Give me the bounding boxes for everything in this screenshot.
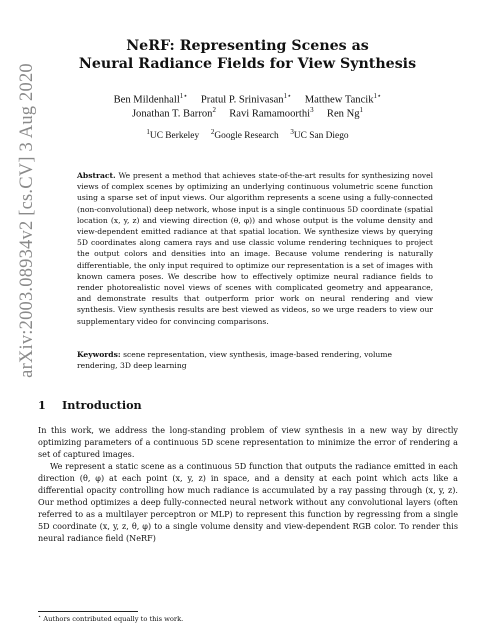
- affiliation-sup: 1: [146, 128, 150, 136]
- author-name: Jonathan T. Barron: [131, 108, 213, 120]
- intro-paragraph-1: In this work, we address the long-standing problem of view synthesis in a new way by directly optimizing parameters of a continuous 5D scene representation to minimize the error of rendering a set of captured images.: [38, 425, 458, 459]
- keywords-text: scene representation, view synthesis, image-based rendering, volume rendering, 3D deep learning: [77, 350, 392, 371]
- section-heading: [38, 398, 142, 412]
- affiliation-name: Google Research: [214, 131, 279, 142]
- footnote-mark: ⋆: [38, 614, 42, 620]
- author-sup: 1⋆: [179, 92, 188, 100]
- author-name: Matthew Tancik: [304, 94, 374, 106]
- author-line-1: [0, 92, 495, 106]
- author-line-2: [0, 106, 495, 120]
- section-number: 1: [38, 398, 46, 412]
- author-name: Ben Mildenhall: [113, 94, 180, 106]
- abstract-label: Abstract.: [77, 171, 116, 180]
- affiliations: [0, 128, 495, 141]
- author-name: Ravi Ramamoorthi: [229, 108, 311, 120]
- author-sup: 1⋆: [373, 92, 382, 100]
- arxiv-id: arXiv:2003.08934v2 [cs.CV] 3 Aug 2020: [16, 62, 37, 378]
- author-sup: 2: [212, 106, 216, 114]
- affiliation-name: UC Berkeley: [149, 131, 200, 142]
- section-title: Introduction: [62, 398, 142, 412]
- footnote-rule: [38, 611, 138, 612]
- intro-paragraph-2: We represent a static scene as a continuous 5D function that outputs the radiance emitted in each direction (θ, φ) at each point (x, y, z) in space, and a density at each point which acts like a differential opacity controlling how much radiance is accumulated by a ray passing through (x, y, z). Our method optimizes a deep fully-connected neural network without any convolutional layers (often referred to as a multilayer perceptron or MLP) to represent this function by regressing from a single 5D coordinate (x, y, z, θ, φ) to a single volume density and view-dependent RGB color. To render this neural radiance field (NeRF): [38, 461, 458, 543]
- author-name: Pratul P. Srinivasan: [200, 94, 284, 106]
- affiliation-sup: 2: [210, 128, 215, 136]
- affiliation-sup: 3: [290, 128, 294, 136]
- intro-body: [38, 424, 458, 544]
- footnote-text: Authors contributed equally to this work.: [43, 615, 184, 624]
- keywords-label: Keywords:: [77, 350, 121, 359]
- abstract: [77, 170, 433, 327]
- author-sup: 1: [359, 106, 364, 114]
- paper-title-line2: Neural Radiance Fields for View Synthesis: [78, 56, 417, 72]
- affiliation-name: UC San Diego: [293, 131, 349, 142]
- paper-title-line1: NeRF: Representing Scenes as: [126, 38, 369, 54]
- keywords: [77, 349, 433, 371]
- author-name: Ren Ng: [326, 108, 360, 120]
- footnote: [38, 614, 183, 623]
- author-sup: 3: [310, 106, 314, 114]
- abstract-text: We present a method that achieves state-of-the-art results for synthesizing novel views of complex scenes by optimizing an underlying continuous volumetric scene function using a sparse set of input views. Our algorithm represents a scene using a fully-connected (non-convolutional) deep network, whose input is a single continuous 5D coordinate (spatial location (x, y, z) and viewing direction (θ, φ)) and whose output is the volume density and view-dependent emitted radiance at that spatial location. We synthesize views by querying 5D coordinates along camera rays and use classic volume rendering techniques to project the output colors and densities into an image. Because volume rendering is naturally differentiable, the only input required to optimize our representation is a set of images with known camera poses. We describe how to effectively optimize neural radiance fields to render photorealistic novel views of scenes with complicated geometry and appearance, and demonstrate results that outperform prior work on neural rendering and view synthesis. View synthesis results are best viewed as videos, so we urge readers to view our supplementary video for convincing comparisons.: [77, 171, 433, 326]
- author-sup: 1⋆: [283, 92, 292, 100]
